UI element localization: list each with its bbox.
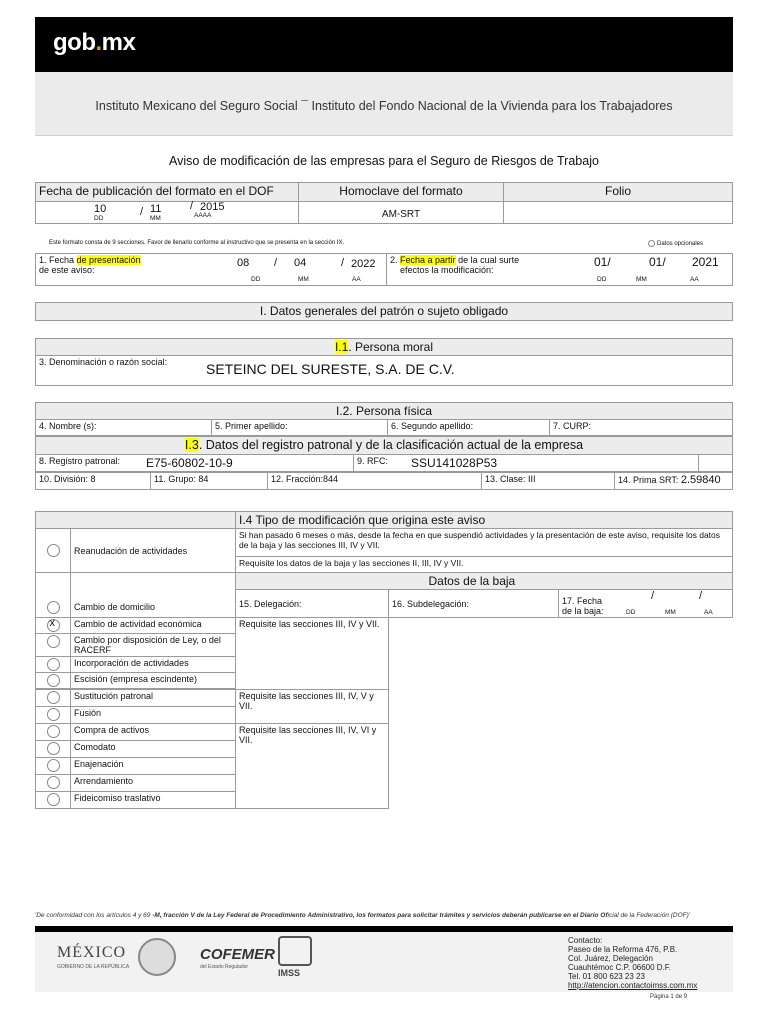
- registro-patronal-table: [35, 436, 733, 472]
- publication-table: [35, 182, 733, 224]
- fideicomiso-radio[interactable]: [47, 793, 60, 806]
- section-1-header: [35, 302, 733, 321]
- optional-data-legend: Datos opcionales: [648, 240, 703, 247]
- primer-apellido-field[interactable]: 5. Primer apellido:: [212, 420, 388, 436]
- contact-info: Contacto: Paseo de la Reforma 476, P.B. Col. Juárez, Delegación Cuauhtémoc C.P. 06600 D.F. Tel. 01 800 623 23 23 http://atencion.contactoimss.com.mx: [568, 936, 698, 990]
- fraccion-field[interactable]: 12. Fracción:844: [268, 473, 482, 490]
- cofemer-logo: COFEMER: [200, 946, 275, 963]
- dates-table: [35, 253, 733, 286]
- pub-date-label: Fecha de publicación del formato en el DOF: [36, 183, 299, 202]
- gob-mx-logo[interactable]: gob.mx: [53, 29, 136, 56]
- cambio-ley-radio[interactable]: [47, 635, 60, 648]
- imss-eagle-icon: [278, 936, 312, 966]
- pub-date-value: 10 / 11 / 2015 DD MM AAAA: [36, 202, 299, 224]
- legal-citation: 'De conformidad con los artículos 4 y 69 -M, fracción V de la Ley Federal de Procedimiento Administrativo, los formatos para solicitar trámites y servicios deberán publicarse en el Diario Oficial de la Federación (DOF)': [35, 912, 691, 919]
- fusion-radio[interactable]: [47, 708, 60, 721]
- section-1-title: I. Datos generales del patrón o sujeto obligado: [36, 303, 733, 321]
- registro-title: I.3. Datos del registro patronal y de la clasificación actual de la empresa: [36, 437, 733, 455]
- reanudacion-label: Reanudación de actividades: [71, 529, 236, 573]
- registro-patronal-field[interactable]: 8. Registro patronal: E75-60802-10-9: [36, 455, 354, 472]
- fideicomiso-label: Fideicomiso traslativo: [71, 792, 236, 809]
- folio-value[interactable]: [504, 202, 733, 224]
- delegacion-field[interactable]: 15. Delegación:: [236, 590, 389, 618]
- denominacion-field[interactable]: 3. Denominación o razón social: SETEINC DEL SURESTE, S.A. DE C.V.: [36, 356, 733, 386]
- reanudacion-desc-1: Si han pasado 6 meses o más, desde la fecha en que suspendió actividades y la presentación de este aviso, requisite los datos de la baja y las secciones III, IV y VII.: [236, 529, 733, 557]
- reanudacion-desc-2: Requisite los datos de la baja y las secciones II, III, IV y VII.: [236, 557, 733, 573]
- denominacion-value: SETEINC DEL SURESTE, S.A. DE C.V.: [206, 361, 455, 377]
- gob-header-bar: [35, 17, 733, 72]
- presentation-date[interactable]: 1. Fecha de presentación de este aviso: 08 / 04 / 2022 DD MM AA: [36, 254, 387, 286]
- division-field[interactable]: 10. División: 8: [36, 473, 151, 490]
- incorporacion-label: Incorporación de actividades: [71, 657, 236, 673]
- escision-radio[interactable]: [47, 674, 60, 687]
- datos-baja-title: Datos de la baja: [389, 573, 733, 590]
- contact-link[interactable]: http://atencion.contactoimss.com.mx: [568, 981, 698, 990]
- clase-field[interactable]: 13. Clase: III: [482, 473, 615, 490]
- curp-field[interactable]: 7. CURP:: [550, 420, 733, 436]
- cambio-domicilio-radio[interactable]: [47, 601, 60, 614]
- reanudacion-radio[interactable]: [47, 544, 60, 557]
- modification-type-table: [35, 511, 733, 809]
- folio-label: Folio: [504, 183, 733, 202]
- enajenacion-label: Enajenación: [71, 758, 236, 775]
- enajenacion-radio[interactable]: [47, 759, 60, 772]
- cambio-ley-label: Cambio por disposición de Ley, o del RACERF: [71, 634, 236, 657]
- subdelegacion-field[interactable]: 16. Subdelegación:: [389, 590, 559, 618]
- grupo-field[interactable]: 11. Grupo: 84: [151, 473, 268, 490]
- cambio-actividad-radio[interactable]: [47, 619, 60, 632]
- institutes-band: [35, 72, 733, 136]
- fecha-baja-field[interactable]: 17. Fecha de la baja: / / DD MM AA: [559, 590, 733, 618]
- escision-label: Escisión (empresa escindente): [71, 673, 236, 689]
- instructions-note: Este formato consta de 9 secciones. Favor de llenarlo conforme al instructivo que se presenta en la sección IX.: [49, 240, 345, 246]
- page-number: Página 1 de 9: [650, 994, 688, 1000]
- modification-title: I.4 Tipo de modificación que origina este aviso: [236, 512, 733, 529]
- document-title: Aviso de modificación de las empresas para el Seguro de Riesgos de Trabajo: [169, 154, 599, 168]
- effective-date[interactable]: 2. Fecha a partir de la cual surte efectos la modificación: 01/ 01/ 2021 DD MM AA: [387, 254, 733, 286]
- persona-fisica-title: I.2. Persona física: [36, 403, 733, 420]
- homoclave-value: AM-SRT: [299, 202, 504, 224]
- compra-activos-radio[interactable]: [47, 725, 60, 738]
- segundo-apellido-field[interactable]: 6. Segundo apellido:: [388, 420, 550, 436]
- homoclave-label: Homoclave del formato: [299, 183, 504, 202]
- persona-moral-title: I.1. Persona moral: [36, 339, 733, 356]
- cambio-domicilio-label: Cambio de domicilio: [71, 573, 236, 618]
- incorporacion-radio[interactable]: [47, 658, 60, 671]
- nombre-field[interactable]: 4. Nombre (s):: [36, 420, 212, 436]
- clasificacion-table: [35, 472, 733, 490]
- footer-logos: MÉXICO GOBIERNO DE LA REPÚBLICA COFEMER del Estado Regulador IMSS Contacto: Paseo de la Reforma 476, P.B. Col. Juárez, Delegación Cuauhtémoc C.P. 06600 D.F. Tel. 01 800 623 23 23 http://atencion.contactoimss.com.mx: [35, 932, 733, 992]
- arrendamiento-label: Arrendamiento: [71, 775, 236, 792]
- imss-logo: IMSS: [278, 968, 301, 978]
- req-3-4-5-7: Requisite las secciones III, IV, V y VII.: [236, 690, 389, 724]
- rfc-field[interactable]: 9. RFC: SSU141028P53: [354, 455, 699, 472]
- req-3-4-6-7: Requisite las secciones III, IV, VI y VII.: [236, 724, 389, 809]
- arrendamiento-radio[interactable]: [47, 776, 60, 789]
- mexico-logo: MÉXICO: [57, 944, 127, 961]
- persona-moral-table: [35, 338, 733, 386]
- comodato-radio[interactable]: [47, 742, 60, 755]
- fusion-label: Fusión: [71, 707, 236, 724]
- optional-circle-icon: [648, 240, 655, 247]
- req-3-4-7: Requisite las secciones III, IV y VII.: [236, 618, 389, 690]
- comodato-label: Comodato: [71, 741, 236, 758]
- prima-srt-field[interactable]: 14. Prima SRT: 2.59840: [615, 473, 733, 490]
- sustitucion-label: Sustitución patronal: [71, 690, 236, 707]
- compra-activos-label: Compra de activos: [71, 724, 236, 741]
- cambio-actividad-label: Cambio de actividad económica: [71, 618, 236, 634]
- sustitucion-radio[interactable]: [47, 691, 60, 704]
- institutes-text: Instituto Mexicano del Seguro Social ¯ Instituto del Fondo Nacional de la Vivienda para los Trabajadores: [95, 99, 673, 113]
- national-seal-icon: [138, 938, 176, 976]
- persona-fisica-table: [35, 402, 733, 436]
